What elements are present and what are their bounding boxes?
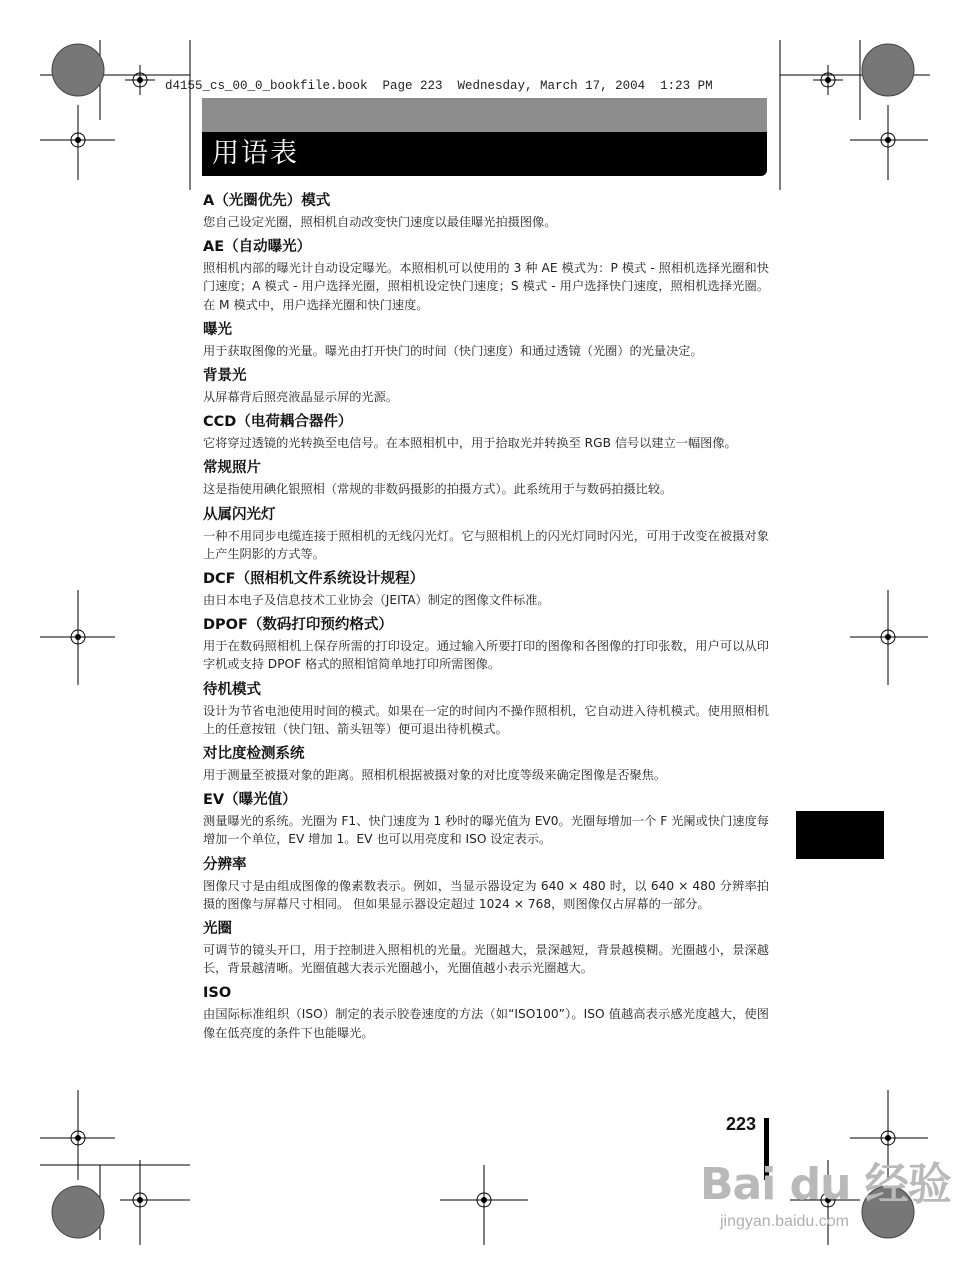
glossary-entry (203, 412, 769, 452)
glossary-definition: 您自己设定光圈，照相机自动改变快门速度以最佳曝光拍摄图像。 (203, 215, 557, 229)
file-header-line: d4155_cs_00_0_bookfile.book Page 223 Wednesday, March 17, 2004 1:23 PM (165, 79, 713, 93)
glossary-definition: 照相机内部的曝光计自动设定曝光。本照相机可以使用的 3 种 AE 模式为：P 模式 - 照相机选择光圈和快门速度；A 模式 - 用户选择光圈，照相机设定快门速度；S 模式 - 用户选择快门速度，照相机选择光圈。在 M 模式中，用户选择光圈和快门速度。 (203, 261, 769, 312)
glossary-entry (203, 919, 769, 977)
glossary-entry (203, 505, 769, 563)
glossary-entry (203, 320, 769, 360)
glossary-definition: 图像尺寸是由组成图像的像素数表示。例如，当显示器设定为 640 × 480 时，以 640 × 480 分辨率拍摄的图像与屏幕尺寸相同。 但如果显示器设定超过 1024 × 768，则图像仅占屏幕的一部分。 (203, 878, 769, 911)
glossary-term: 背景光 (203, 368, 247, 385)
glossary-entry (203, 458, 769, 498)
glossary-term: 对比度检测系统 (203, 746, 305, 763)
glossary-term: DPOF（数码打印预约格式） (203, 617, 393, 634)
title-gray-band (202, 98, 767, 132)
glossary-definition: 由国际标准组织（ISO）制定的表示胶卷速度的方法（如“ISO100”）。ISO 值越高表示感光度越大，使图像在低亮度的条件下也能曝光。 (203, 1007, 769, 1040)
glossary-definition: 它将穿过透镜的光转换至电信号。在本照相机中，用于拾取光并转换至 RGB 信号以建立一幅图像。 (203, 436, 737, 451)
glossary-definition: 一种不用同步电缆连接于照相机的无线闪光灯。它与照相机上的闪光灯同时闪光，可用于改变在被摄对象上产生阴影的方式等。 (203, 528, 769, 561)
glossary-definition: 由日本电子及信息技术工业协会（JEITA）制定的图像文件标准。 (203, 593, 550, 608)
page-number: 223 (725, 1114, 756, 1134)
glossary-entry (203, 366, 769, 406)
glossary-term: 待机模式 (203, 681, 261, 698)
glossary-entry (203, 855, 769, 913)
glossary-definition: 可调节的镜头开口，用于控制进入照相机的光量。光圈越大，景深越短，背景越模糊。光圈越小，景深越长，背景越清晰。光圈值越大表示光圈越小，光圈值越小表示光圈越大。 (203, 943, 769, 976)
glossary-definition: 用于在数码照相机上保存所需的打印设定。通过输入所要打印的图像和各图像的打印张数，用户可以从印字机或支持 DPOF 格式的照相馆简单地打印所需图像。 (203, 639, 769, 672)
glossary-term: 从属闪光灯 (203, 506, 276, 523)
glossary-term: 光圈 (203, 921, 232, 938)
glossary-entry (203, 237, 769, 314)
glossary-term: 曝光 (203, 321, 232, 338)
glossary-term: AE（自动曝光） (203, 239, 312, 256)
glossary-entry (203, 680, 769, 738)
glossary-term: DCF（照相机文件系统设计规程） (203, 571, 425, 588)
glossary-definition: 用于测量至被摄对象的距离。照相机根据被摄对象的对比度等级来确定图像是否聚焦。 (203, 768, 667, 783)
glossary-entry (203, 790, 769, 848)
glossary-term: A（光圈优先）模式 (203, 193, 331, 209)
glossary-entry (203, 744, 769, 784)
glossary-term: ISO (203, 985, 232, 1002)
page-title: 用语表 (202, 132, 767, 176)
glossary-entry (203, 191, 769, 231)
glossary-entry (203, 569, 769, 609)
glossary-definition: 用于获取图像的光量。曝光由打开快门的时间（快门速度）和通过透镜（光圈）的光量决定。 (203, 343, 703, 358)
glossary-list (203, 191, 769, 1048)
glossary-term: 分辨率 (203, 856, 247, 873)
glossary-entry (203, 983, 769, 1041)
glossary-definition: 这是指使用碘化银照相（常规的非数码摄影的拍摄方式）。此系统用于与数码拍摄比较。 (203, 482, 673, 497)
watermark-url: jingyan.baidu.com (720, 1213, 849, 1230)
glossary-definition: 从屏幕背后照亮液晶显示屏的光源。 (203, 390, 398, 405)
glossary-definition: 测量曝光的系统。光圈为 F1、快门速度为 1 秒时的曝光值为 EV0。光圈每增加一个 F 光阑或快门速度每增加一个单位，EV 增加 1。EV 也可以用亮度和 ISO 设定表示。 (203, 814, 769, 847)
glossary-term: EV（曝光值） (203, 792, 297, 809)
glossary-term: CCD（电荷耦合器件） (203, 414, 353, 431)
glossary-definition: 设计为节省电池使用时间的模式。如果在一定的时间内不操作照相机，它自动进入待机模式。使用照相机上的任意按钮（快门钮、箭头钮等）便可退出待机模式。 (203, 703, 769, 736)
watermark-logo: Bai du 经验 (700, 1159, 951, 1210)
section-tab-marker (796, 811, 884, 859)
glossary-entry (203, 615, 769, 673)
glossary-term: 常规照片 (203, 460, 261, 477)
